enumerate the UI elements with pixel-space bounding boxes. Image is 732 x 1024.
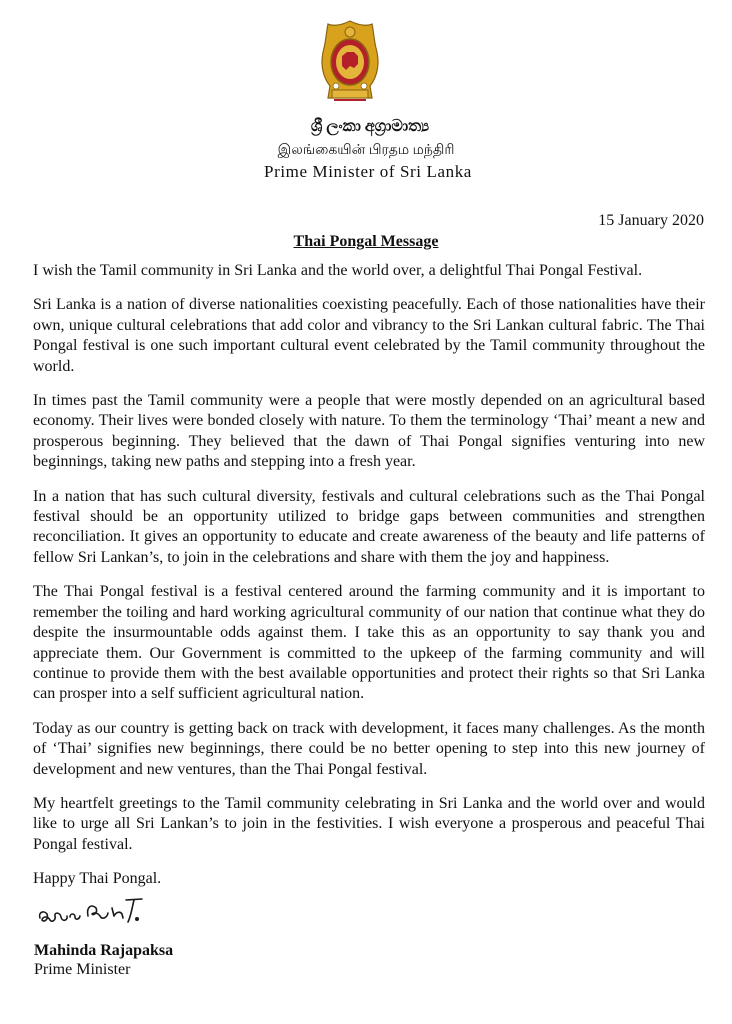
paragraph: Happy Thai Pongal. — [33, 870, 162, 888]
letter-date: 15 January 2020 — [598, 212, 704, 229]
signatory-title: Prime Minister — [34, 961, 131, 978]
paragraph: My heartfelt greetings to the Tamil community celebrating in Sri Lanka and the world over and would like to urge all Sri Lankan’s to join in the festivities. I wish everyone a prosperous and peaceful Thai Pongal festival. — [33, 794, 705, 853]
letterhead-english: Prime Minister of Sri Lanka — [264, 162, 472, 181]
paragraph: In a nation that has such cultural diversity, festivals and cultural celebrations such as the Thai Pongal festival should be an opportunity utilized to bridge gaps between communities and strengthen reconciliation. It gives an opportunity to educate and create awareness of the beauty and life patterns of fellow Sri Lankan’s, to join in the celebrations and share with them the joy and happiness. — [33, 487, 705, 566]
letter-title: Thai Pongal Message — [293, 233, 439, 250]
paragraph: I wish the Tamil community in Sri Lanka and the world over, a delightful Thai Pongal Festival. — [33, 262, 643, 279]
handwritten-signature — [34, 892, 146, 932]
paragraph: The Thai Pongal festival is a festival centered around the farming community and it is important to remember the toiling and hard working agricultural community of our nation that continue what they do despite the insurmountable odds against them. I take this as an opportunity to say thank you and appreciate them. Our Government is committed to the upkeep of the farming community and will continue to provide them with the best available opportunities and protect their rights so that Sri Lanka can prosper into a self sufficient agricultural nation. — [33, 583, 705, 703]
paragraph: Today as our country is getting back on track with development, it faces many challenges. As the month of ‘Thai’ signifies new beginnings, there could be no better opening to step into this new journey of development and new ventures, than the Thai Pongal festival. — [33, 719, 705, 778]
letter-body — [33, 261, 705, 904]
state-emblem-icon — [314, 18, 386, 104]
letterhead-tamil: இலங்கையின் பிரதம மந்திரி — [277, 143, 455, 158]
paragraph: Sri Lanka is a nation of diverse nationalities coexisting peacefully. Each of those nationalities have their own, unique cultural celebrations that add color and vibrancy to the Sri Lankan cultural fabric. The Thai Pongal festival is one such important cultural event celebrated by the Tamil community throughout the world. — [33, 296, 705, 375]
signatory-name: Mahinda Rajapaksa — [34, 942, 174, 959]
letterhead-sinhala: ශ්‍රී ලංකා අග්‍රාමාත්‍ය — [310, 118, 430, 135]
paragraph: In times past the Tamil community were a people that were mostly depended on an agricultural based economy. Their lives were bonded closely with nature. To them the terminology ‘Thai’ meant a new and prosperous beginning. They believed that the dawn of Thai Pongal signifies venturing into new beginnings, taking new paths and stepping into a fresh year. — [33, 392, 705, 471]
